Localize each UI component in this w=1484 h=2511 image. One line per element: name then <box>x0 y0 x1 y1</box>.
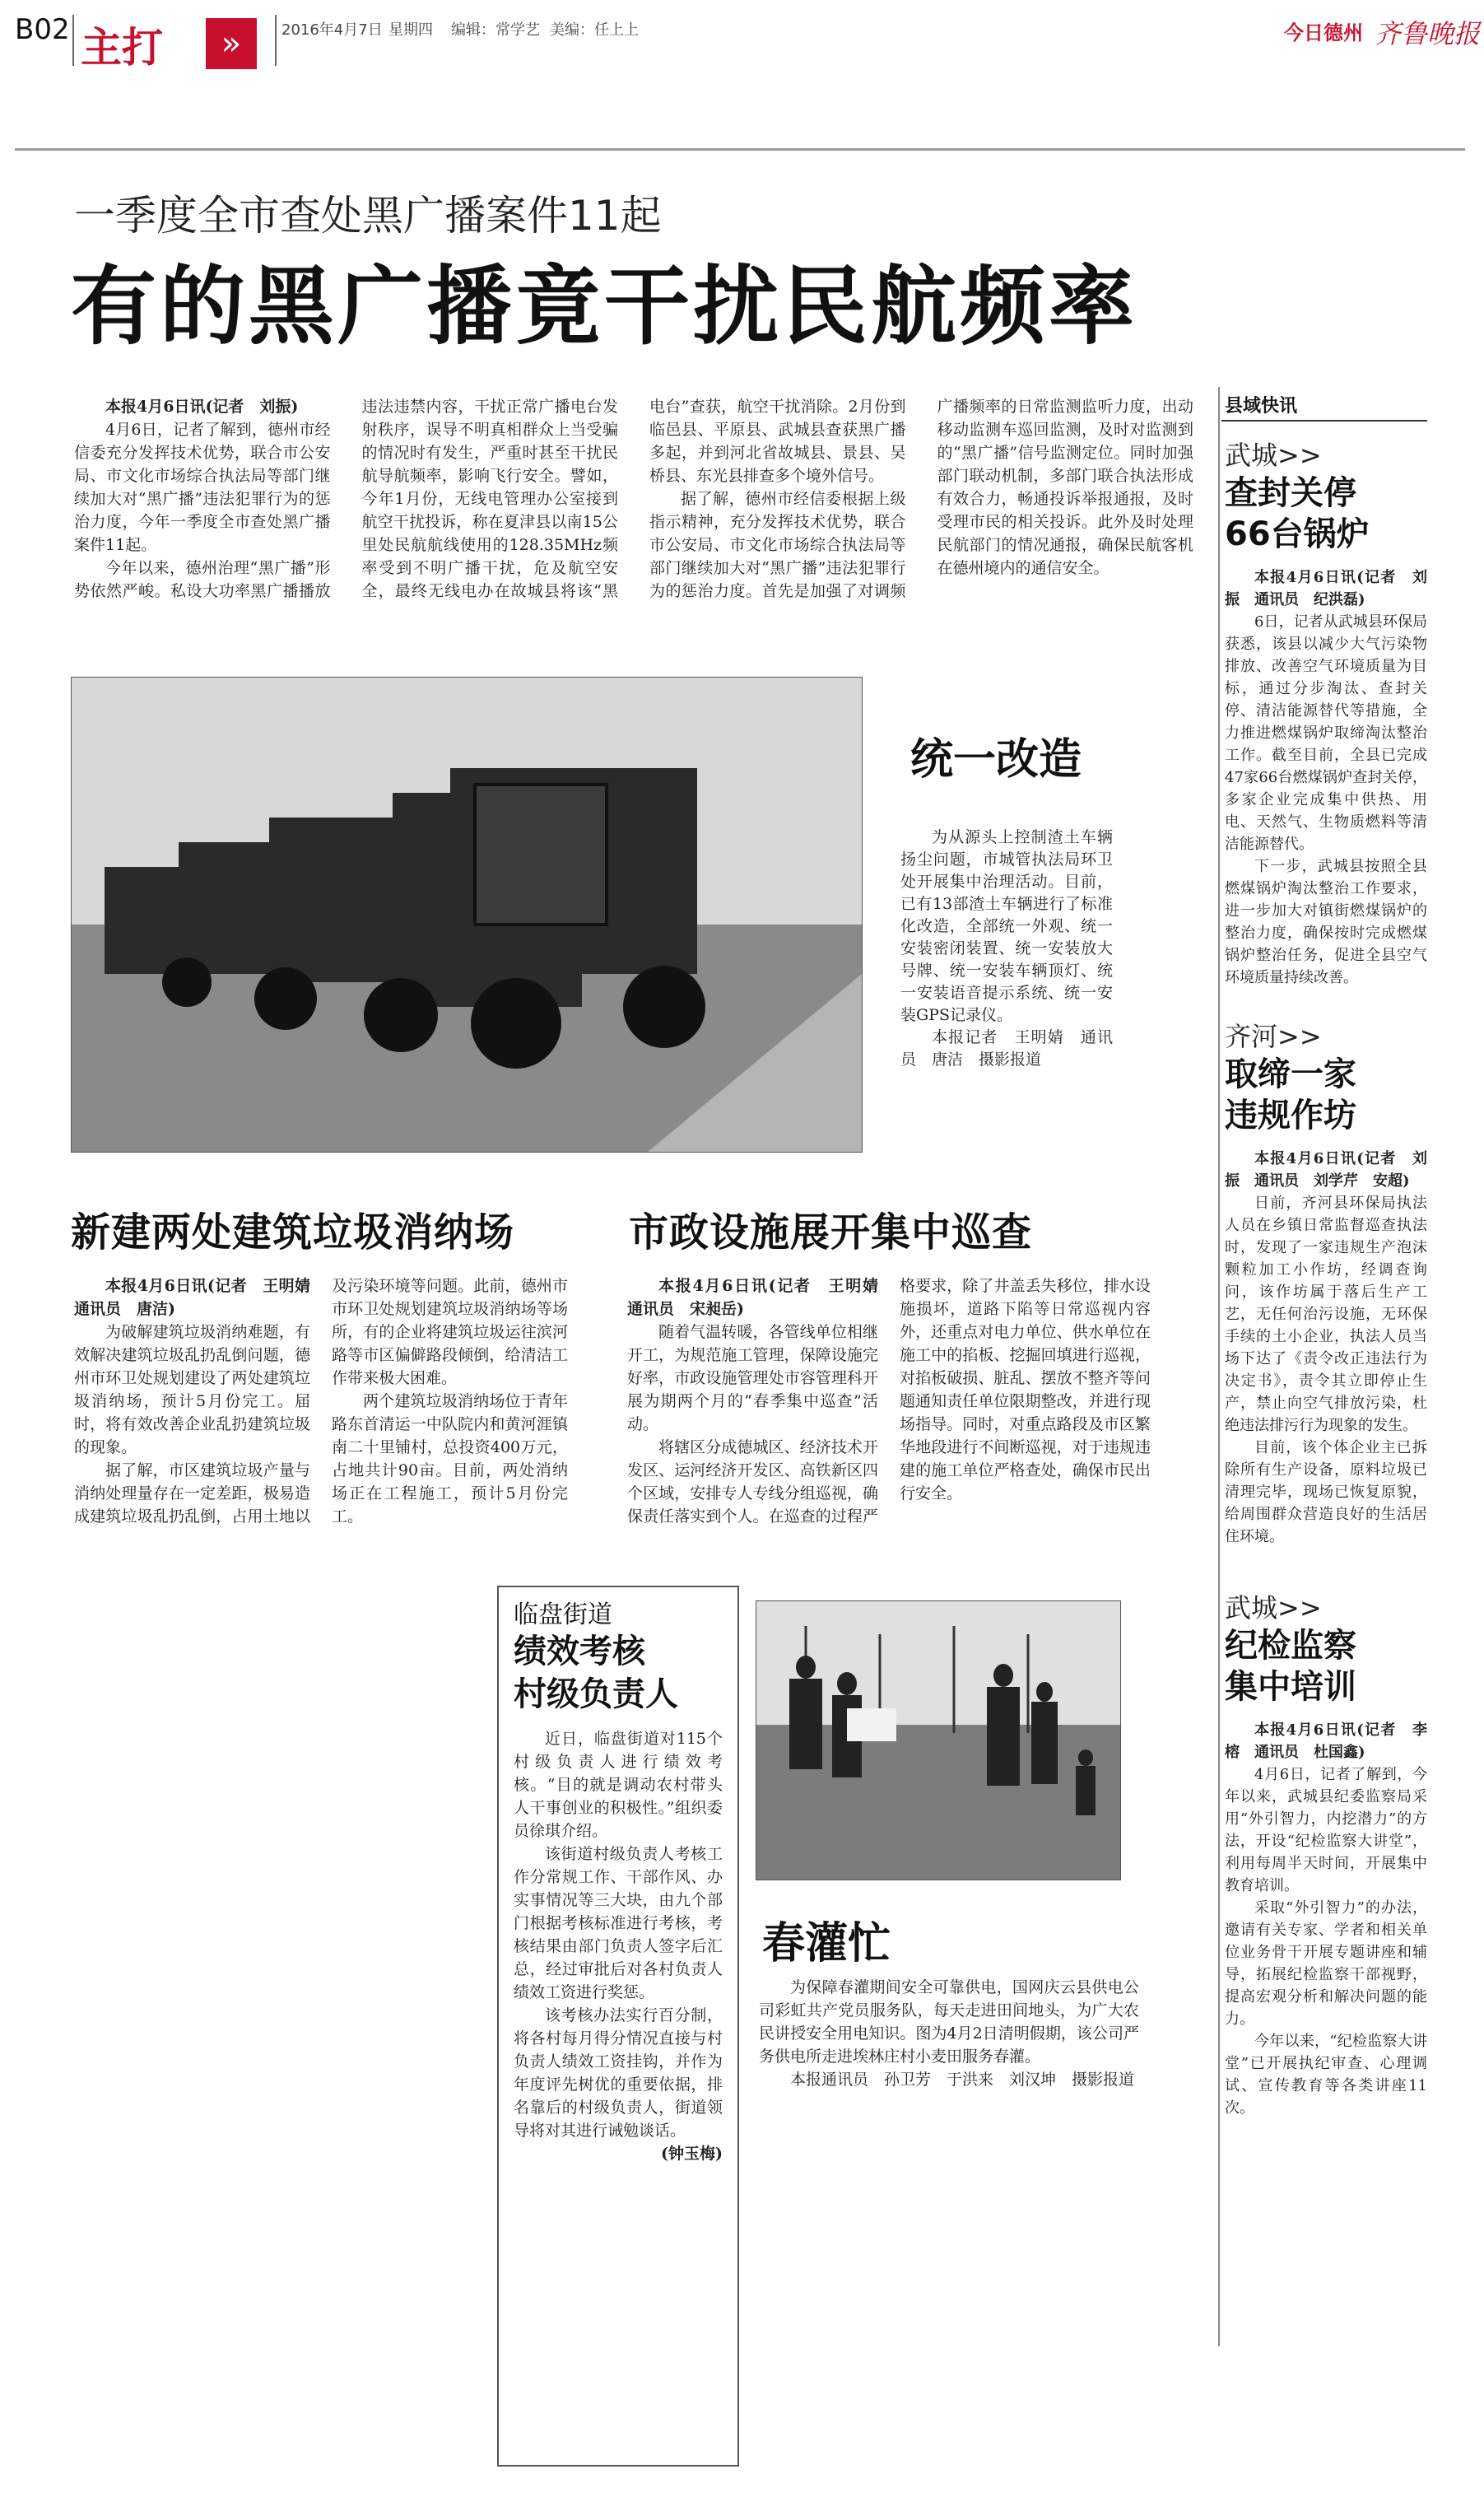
box-author: (钟玉梅) <box>661 2145 723 2163</box>
sidebar-item-title-1: 取缔一家 <box>1225 1055 1356 1093</box>
truck-photo-title: 统一改造 <box>910 735 1082 785</box>
box-paragraph: 该街道村级负责人考核工作分常规工作、干部作风、办实事情况等三大块，由九个部门根据考核标准进行考核，考核结果由部门负责人签字后汇总，经过审批后对各村负责人绩效工资进行奖惩。 <box>514 1845 723 2001</box>
issue-date: 2016年4月7日 <box>281 21 383 39</box>
sidebar-item-paragraph: 4月6日，记者了解到，今年以来，武城县纪委监察局采用“外引智力，内挖潜力”的方法，开设“纪检监察大讲堂”，利用每周半天时间，开展集中教育培训。 <box>1225 1766 1427 1894</box>
page-code: B02 <box>15 13 70 46</box>
section-arrow-icon: » <box>206 18 257 69</box>
patrol-headline: 市政设施展开集中巡查 <box>629 1209 1033 1256</box>
patrol-paragraph: 将辖区分成德城区、经济技术开发区、运河经济开发区、高铁新区四个区域，安排专人专线分组巡视，确保责任落实到个人。在巡查的过程严格要求，除了井盖丢失移位，排水设施损坏，道路下陷等日常巡视内容外，还重点对电力单位、供水单位在施工中的掐板、挖掘回填进行巡视，对掐板破损、脏乱、摆放不整齐等问题通知责任单位限期整改，并进行现场指导。同时，对重点路段及市区繁华地段进行不间断巡视，对于违规违建的施工单位严格查处，确保市民出行安全。 <box>627 1277 1151 1526</box>
sidebar-item-byline: 本报4月6日讯(记者 李榕 通讯员 杜国鑫) <box>1225 1721 1427 1761</box>
lead-body <box>74 395 1193 642</box>
truck-photo-caption <box>900 827 1113 1071</box>
farm-photo <box>756 1600 1121 1880</box>
lead-paragraph: 据了解，德州市经信委根据上级指示精神，充分发挥技术优势，联合市公安局、市文化市场综合执法局等部门继续加大对“黑广播”违法犯罪行为的惩治力度。首先是加强了对调频广播频率的日常监测监听力度，出动移动监测车巡回监测，及时对监测到的“黑广播”信号监测定位。同时加强部门联动机制，多部门联合执法形成有效合力，畅通投诉举报通报，及时受理市民的相关投诉。此外及时处理民航部门的情况通报，确保民航客机在德州境内的通信安全。 <box>649 398 1193 600</box>
farm-photo-caption <box>759 1976 1139 2091</box>
lead-paragraph: 4月6日，记者了解到，德州市经信委充分发挥技术优势，联合市公安局、市文化市场综合执法局等部门继续加大对“黑广播”违法犯罪行为的惩治力度，今年一季度全市查处黑广播案件11起。 <box>74 421 331 554</box>
issue-weekday: 星期四 <box>388 21 433 39</box>
sidebar-item-location: 武城>> <box>1225 1592 1322 1624</box>
editor-credit: 编辑：常学艺 <box>451 21 540 39</box>
sidebar-item-byline: 本报4月6日讯(记者 刘振 通讯员 刘学芹 安超) <box>1225 1150 1427 1190</box>
sidebar-item-paragraph: 下一步，武城县按照全县燃煤锅炉淘汰整治工作要求，进一步加大对镇街燃煤锅炉的整治力度，确保按时完成燃煤锅炉整治任务，促进全县空气环境质量持续改善。 <box>1225 858 1427 986</box>
farm-illustration <box>756 1601 1120 1880</box>
lead-kicker: 一季度全市查处黑广播案件11起 <box>74 192 662 240</box>
box-headline-2: 村级负责人 <box>514 1675 678 1713</box>
patrol-byline: 本报4月6日讯(记者 王明婧 通讯员 宋昶岳) <box>627 1277 895 1318</box>
garbage-body <box>74 1274 568 1546</box>
truck-caption-credit: 本报记者 王明婧 通讯员 唐洁 摄影报道 <box>900 1028 1113 1069</box>
lead-byline: 本报4月6日讯(记者 刘振) <box>105 398 299 416</box>
lead-paragraph: 今年以来，德州治理“黑广播”形势依然严峻。私设大功率黑广播播放违法违禁内容，干扰正常广播电台发射秩序，误导不明真相群众上当受骗的情况时有发生，严重时甚至干扰民航导航频率，影响飞行安全。譬如，今年1月份，无线电管理办公室接到航空干扰投诉，称在夏津县以南15公里处民航航线使用的128.35MHz频率受到不明广播干扰，危及航空安全，最终无线电办在故城县将该“黑电台”查获，航空干扰消除。2月份到临邑县、平原县、武城县查获黑广播多起，并到河北省故城县、景县、吴桥县、东光县排查多个境外信号。 <box>74 398 906 600</box>
garbage-paragraph: 据了解，市区建筑垃圾产量与消纳处理量存在一定差距，极易造成建筑垃圾乱扔乱倒，占用土地以及污染环境等问题。此前，德州市市环卫处规划建筑垃圾消纳场等场所，有的企业将建筑垃圾运往滨河路等市区偏僻路段倾倒，给清洁工作带来极大困难。 <box>74 1277 568 1526</box>
sidebar-item-title-2: 集中培训 <box>1225 1668 1356 1706</box>
patrol-body <box>627 1274 1151 1546</box>
designer-credit: 美编：任上上 <box>550 21 639 39</box>
column-name: 今日德州 <box>1284 21 1363 44</box>
box-headline-1: 绩效考核 <box>514 1633 645 1670</box>
lead-headline: 有的黑广播竟干扰民航频率 <box>71 256 1138 356</box>
sidebar-item-title-1: 纪检监察 <box>1225 1627 1356 1665</box>
box-paragraph: 该考核办法实行百分制，将各村每月得分情况直接与村负责人绩效工资挂钩，并作为年度评先树优的重要依据，排名靠后的村级负责人，街道领导将对其进行诫勉谈话。 <box>514 2006 723 2140</box>
patrol-paragraph: 随着气温转暖，各管线单位相继开工，为规范施工管理，保障设施完好率，市政设施管理处市容管理科开展为期两个月的“春季集中巡查”活动。 <box>627 1323 878 1433</box>
truck-photo <box>71 677 863 1153</box>
box-paragraph: 近日，临盘街道对115个村级负责人进行绩效考核。“目的就是调动农村带头人干事创业的积极性。”组织委员徐琪介绍。 <box>514 1730 723 1840</box>
sidebar-item-paragraph: 目前，该个体企业主已拆除所有生产设备，原料垃圾已清理完毕，现场已恢复原貌，给周围群众营造良好的生活居住环境。 <box>1225 1439 1427 1545</box>
box-location: 临盘街道 <box>514 1600 612 1629</box>
farm-caption-text: 为保障春灌期间安全可靠供电，国网庆云县供电公司彩虹共产党员服务队，每天走进田间地头，为广大农民讲授安全用电知识。图为4月2日清明假期，该公司严务供电所走进埃林庄村小麦田服务春灌。 <box>759 1978 1139 2066</box>
trucks-illustration <box>72 678 862 1152</box>
sidebar-item-wucheng-training <box>1203 1587 1427 2119</box>
sidebar-item-title-1: 查封关停 <box>1225 474 1356 512</box>
sidebar-item-location: 武城>> <box>1225 440 1322 471</box>
sidebar-item-location: 齐河>> <box>1225 1021 1322 1052</box>
section-label: 主打 <box>81 24 163 72</box>
farm-photo-title: 春灌忙 <box>762 1919 891 1968</box>
garbage-headline: 新建两处建筑垃圾消纳场 <box>71 1209 515 1256</box>
sidebar-item-wucheng-boilers <box>1203 435 1427 989</box>
sidebar-item-qihe-workshop <box>1203 1016 1427 1548</box>
sidebar-item-paragraph: 日前，齐河县环保局执法人员在乡镇日常监督巡查执法时，发现了一家违规生产泡沫颗粒加工小作坊，经调查询问，该作坊属于落后生产工艺，无任何治污设施，无环保手续的土小企业，执法人员当场下达了《责令改正违法行为决定书》，责令其立即停止生产，禁止向空气排放污染，杜绝违法排污行为现象的发生。 <box>1225 1195 1427 1434</box>
sidebar-header: 县域快讯 <box>1225 396 1298 417</box>
sidebar-item-paragraph: 今年以来，“纪检监察大讲堂”已开展执纪审查、心理调试、宣传教育等各类讲座11次。 <box>1225 2033 1427 2117</box>
sidebar-item-title-2: 违规作坊 <box>1225 1097 1356 1134</box>
farm-caption-credit: 本报通讯员 孙卫芳 于洪来 刘汉坤 摄影报道 <box>790 2071 1135 2089</box>
header-rule <box>15 148 1465 151</box>
garbage-paragraph: 两个建筑垃圾消纳场位于青年路东首清运一中队院内和黄河涯镇南二十里铺村，总投资400万元，占地共计90亩。目前，两处消纳场正在工程施工，预计5月份完工。 <box>332 1392 568 1526</box>
truck-caption-text: 为从源头上控制渣土车辆扬尘问题，市城管执法局环卫处开展集中治理活动。目前，已有13部渣土车辆进行了标准化改造，全部统一外观、统一安装密闭装置、统一安装放大号牌、统一安装车辆顶灯、统一安装语音提示系统、统一安装GPS记录仪。 <box>900 828 1113 1024</box>
sidebar-item-title-2: 66台锅炉 <box>1225 515 1370 553</box>
box-story <box>497 1586 739 2467</box>
paper-logo: 齐鲁晚报 <box>1375 18 1481 49</box>
garbage-paragraph: 为破解建筑垃圾消纳难题，有效解决建筑垃圾乱扔乱倒问题，德州市环卫处规划建设了两处建筑垃圾消纳场，预计5月份完工。届时，将有效改善企业乱扔建筑垃圾的现象。 <box>74 1323 310 1456</box>
garbage-byline: 本报4月6日讯(记者 王明婧 通讯员 唐洁) <box>74 1277 327 1318</box>
sidebar-item-paragraph: 6日，记者从武城县环保局获悉，该县以减少大气污染物排放、改善空气环境质量为目标，通过分步淘汰、查封关停、清洁能源替代等措施，全力推进燃煤锅炉取缔淘汰整治工作。截至目前，全县已完成47家66台燃煤锅炉查封关停，多家企业完成集中供热、用电、天然气、生物质燃料等清洁能源替代。 <box>1225 613 1427 853</box>
sidebar-item-paragraph: 采取“外引智力”的办法，邀请有关专家、学者和相关单位业务骨干开展专题讲座和辅导，拓展纪检监察干部视野，提高宏观分析和解决问题的能力。 <box>1225 1899 1427 2028</box>
sidebar-item-byline: 本报4月6日讯(记者 刘振 通讯员 纪洪磊) <box>1225 569 1427 608</box>
